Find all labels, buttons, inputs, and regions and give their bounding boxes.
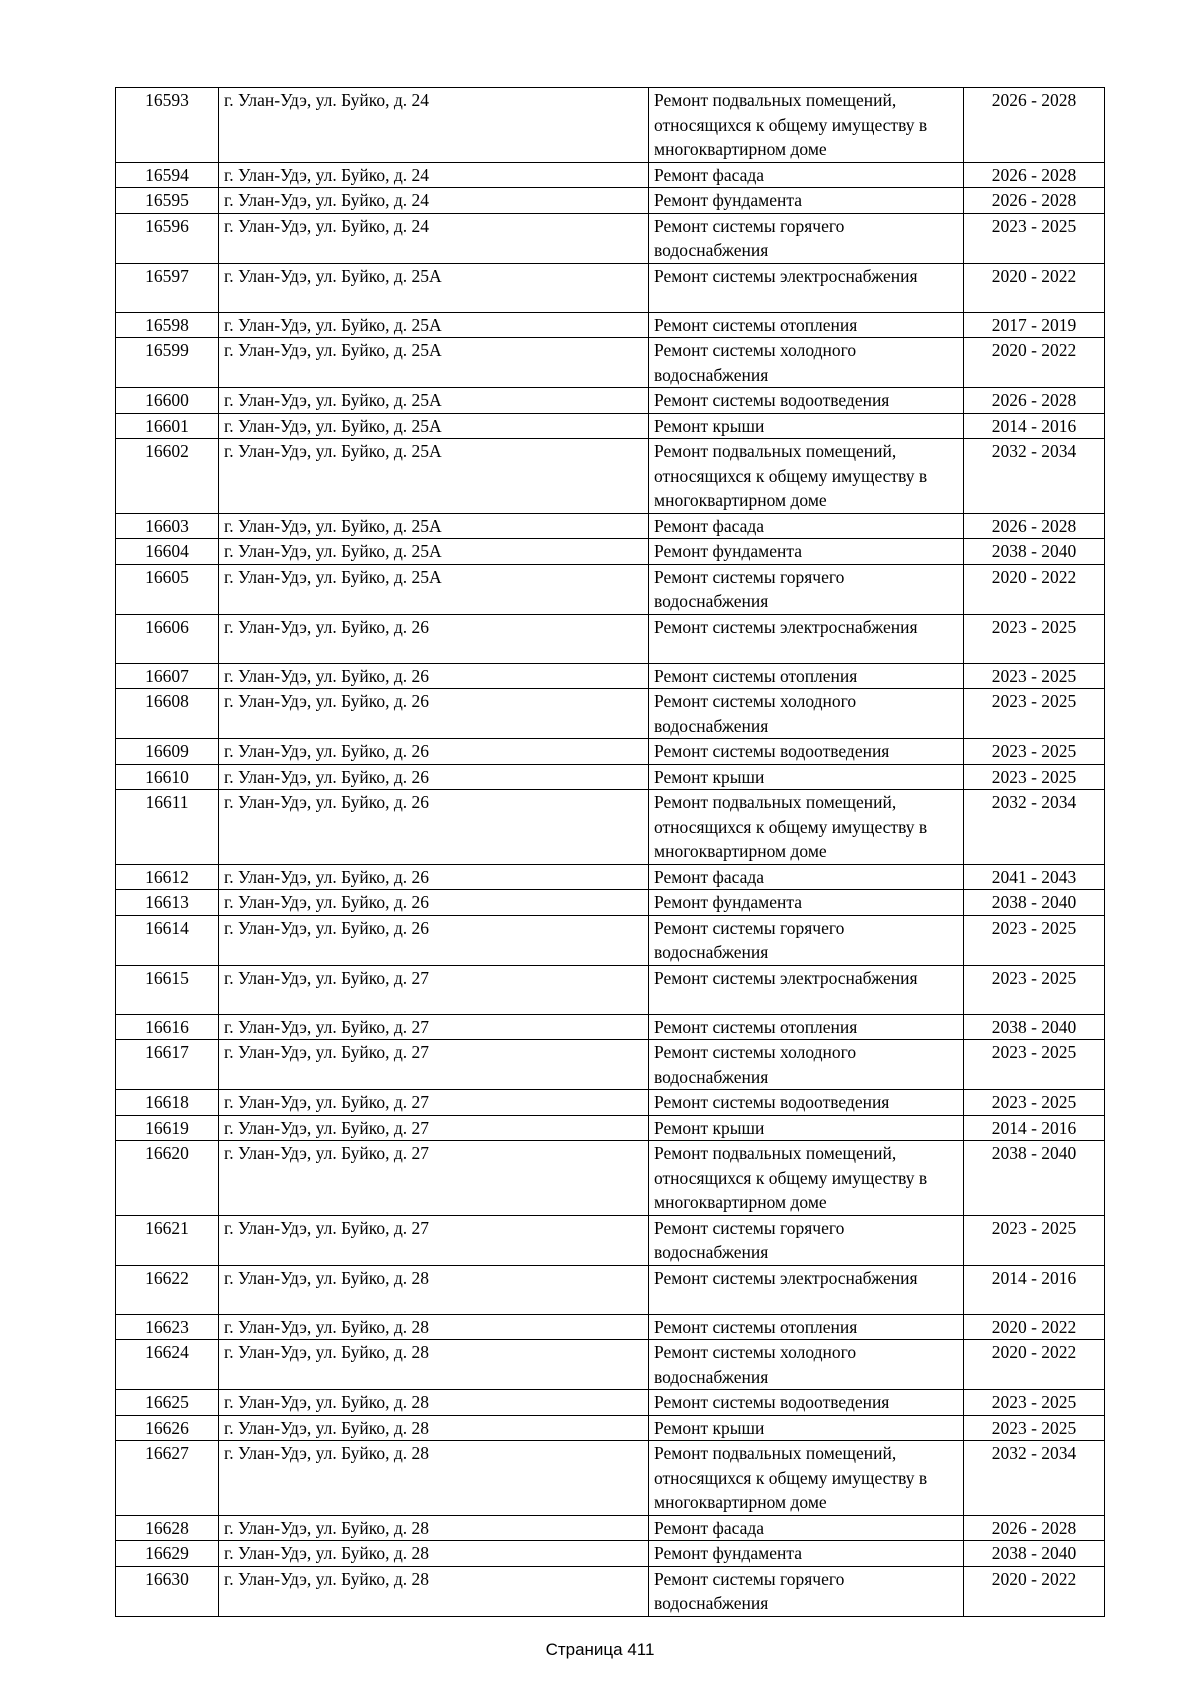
period-cell: 2020 - 2022 [964,1314,1105,1340]
table-row [116,965,1105,1014]
row-number-cell: 16629 [116,1541,219,1567]
row-number-cell: 16607 [116,663,219,689]
row-number-cell: 16630 [116,1566,219,1616]
work-type-cell: Ремонт подвальных помещений, относящихся к общему имуществу в многоквартирном доме [649,1141,964,1216]
table-row [116,1215,1105,1265]
period-cell: 2017 - 2019 [964,312,1105,338]
address-cell: г. Улан-Удэ, ул. Буйко, д. 27 [219,1040,649,1090]
work-type-cell: Ремонт крыши [649,1415,964,1441]
row-number-cell: 16624 [116,1340,219,1390]
address-cell: г. Улан-Удэ, ул. Буйко, д. 27 [219,1215,649,1265]
table-row [116,1141,1105,1216]
address-cell: г. Улан-Удэ, ул. Буйко, д. 28 [219,1566,649,1616]
table-row [116,1115,1105,1141]
row-number-cell: 16626 [116,1415,219,1441]
row-number-cell: 16617 [116,1040,219,1090]
period-cell: 2038 - 2040 [964,1141,1105,1216]
address-cell: г. Улан-Удэ, ул. Буйко, д. 27 [219,1141,649,1216]
address-cell: г. Улан-Удэ, ул. Буйко, д. 27 [219,1014,649,1040]
work-type-cell: Ремонт системы водоотведения [649,1390,964,1416]
table-row [116,88,1105,163]
row-number-cell: 16618 [116,1090,219,1116]
table-row [116,890,1105,916]
table-row [116,1040,1105,1090]
table-row [116,1090,1105,1116]
table-row [116,338,1105,388]
address-cell: г. Улан-Удэ, ул. Буйко, д. 28 [219,1541,649,1567]
address-cell: г. Улан-Удэ, ул. Буйко, д. 28 [219,1265,649,1314]
period-cell: 2023 - 2025 [964,1040,1105,1090]
work-type-cell: Ремонт системы холодного водоснабжения [649,338,964,388]
table-row [116,513,1105,539]
period-cell: 2020 - 2022 [964,564,1105,614]
period-cell: 2026 - 2028 [964,188,1105,214]
table-row [116,439,1105,514]
row-number-cell: 16612 [116,864,219,890]
address-cell: г. Улан-Удэ, ул. Буйко, д. 26 [219,663,649,689]
work-type-cell: Ремонт системы горячего водоснабжения [649,1566,964,1616]
period-cell: 2026 - 2028 [964,88,1105,163]
row-number-cell: 16616 [116,1014,219,1040]
address-cell: г. Улан-Удэ, ул. Буйко, д. 26 [219,915,649,965]
period-cell: 2020 - 2022 [964,1340,1105,1390]
address-cell: г. Улан-Удэ, ул. Буйко, д. 28 [219,1314,649,1340]
work-type-cell: Ремонт подвальных помещений, относящихся к общему имуществу в многоквартирном доме [649,790,964,865]
work-type-cell: Ремонт фасада [649,162,964,188]
row-number-cell: 16603 [116,513,219,539]
work-type-cell: Ремонт системы отопления [649,663,964,689]
address-cell: г. Улан-Удэ, ул. Буйко, д. 28 [219,1441,649,1516]
address-cell: г. Улан-Удэ, ул. Буйко, д. 25А [219,263,649,312]
work-type-cell: Ремонт фундамента [649,890,964,916]
row-number-cell: 16606 [116,614,219,663]
work-type-cell: Ремонт системы электроснабжения [649,965,964,1014]
work-type-cell: Ремонт системы холодного водоснабжения [649,1040,964,1090]
work-type-cell: Ремонт крыши [649,1115,964,1141]
address-cell: г. Улан-Удэ, ул. Буйко, д. 25А [219,338,649,388]
table-row [116,1441,1105,1516]
table-row [116,312,1105,338]
work-type-cell: Ремонт системы отопления [649,1014,964,1040]
table-row [116,564,1105,614]
address-cell: г. Улан-Удэ, ул. Буйко, д. 25А [219,312,649,338]
period-cell: 2032 - 2034 [964,790,1105,865]
row-number-cell: 16604 [116,539,219,565]
period-cell: 2023 - 2025 [964,1390,1105,1416]
table-row [116,188,1105,214]
work-type-cell: Ремонт фасада [649,1515,964,1541]
address-cell: г. Улан-Удэ, ул. Буйко, д. 26 [219,790,649,865]
table-row [116,764,1105,790]
row-number-cell: 16609 [116,739,219,765]
table-row [116,263,1105,312]
work-type-cell: Ремонт фундамента [649,188,964,214]
work-type-cell: Ремонт системы горячего водоснабжения [649,915,964,965]
work-type-cell: Ремонт системы водоотведения [649,1090,964,1116]
table-row [116,162,1105,188]
row-number-cell: 16614 [116,915,219,965]
period-cell: 2023 - 2025 [964,689,1105,739]
work-type-cell: Ремонт системы электроснабжения [649,1265,964,1314]
table-row [116,663,1105,689]
period-cell: 2023 - 2025 [964,614,1105,663]
table-row [116,1515,1105,1541]
table-row [116,739,1105,765]
page-number: Страница 411 [545,1640,655,1659]
row-number-cell: 16594 [116,162,219,188]
address-cell: г. Улан-Удэ, ул. Буйко, д. 25А [219,439,649,514]
work-type-cell: Ремонт фасада [649,864,964,890]
period-cell: 2023 - 2025 [964,663,1105,689]
work-type-cell: Ремонт фундамента [649,539,964,565]
row-number-cell: 16600 [116,388,219,414]
period-cell: 2023 - 2025 [964,1090,1105,1116]
work-type-cell: Ремонт системы водоотведения [649,739,964,765]
period-cell: 2032 - 2034 [964,439,1105,514]
period-cell: 2023 - 2025 [964,764,1105,790]
period-cell: 2014 - 2016 [964,413,1105,439]
work-type-cell: Ремонт системы холодного водоснабжения [649,689,964,739]
work-type-cell: Ремонт подвальных помещений, относящихся к общему имуществу в многоквартирном доме [649,1441,964,1516]
table-row [116,1541,1105,1567]
address-cell: г. Улан-Удэ, ул. Буйко, д. 26 [219,739,649,765]
address-cell: г. Улан-Удэ, ул. Буйко, д. 25А [219,388,649,414]
row-number-cell: 16615 [116,965,219,1014]
table-row [116,915,1105,965]
address-cell: г. Улан-Удэ, ул. Буйко, д. 24 [219,88,649,163]
address-cell: г. Улан-Удэ, ул. Буйко, д. 28 [219,1415,649,1441]
period-cell: 2026 - 2028 [964,1515,1105,1541]
row-number-cell: 16596 [116,213,219,263]
table-row [116,413,1105,439]
row-number-cell: 16605 [116,564,219,614]
row-number-cell: 16601 [116,413,219,439]
table-row [116,1014,1105,1040]
period-cell: 2041 - 2043 [964,864,1105,890]
period-cell: 2023 - 2025 [964,915,1105,965]
work-type-cell: Ремонт системы холодного водоснабжения [649,1340,964,1390]
row-number-cell: 16622 [116,1265,219,1314]
address-cell: г. Улан-Удэ, ул. Буйко, д. 24 [219,213,649,263]
period-cell: 2023 - 2025 [964,213,1105,263]
row-number-cell: 16620 [116,1141,219,1216]
address-cell: г. Улан-Удэ, ул. Буйко, д. 26 [219,764,649,790]
work-type-cell: Ремонт фундамента [649,1541,964,1567]
address-cell: г. Улан-Удэ, ул. Буйко, д. 26 [219,864,649,890]
row-number-cell: 16627 [116,1441,219,1516]
address-cell: г. Улан-Удэ, ул. Буйко, д. 27 [219,965,649,1014]
address-cell: г. Улан-Удэ, ул. Буйко, д. 28 [219,1390,649,1416]
table-row [116,1265,1105,1314]
period-cell: 2038 - 2040 [964,539,1105,565]
period-cell: 2020 - 2022 [964,263,1105,312]
address-cell: г. Улан-Удэ, ул. Буйко, д. 26 [219,614,649,663]
period-cell: 2020 - 2022 [964,1566,1105,1616]
period-cell: 2038 - 2040 [964,890,1105,916]
address-cell: г. Улан-Удэ, ул. Буйко, д. 24 [219,162,649,188]
table-row [116,689,1105,739]
row-number-cell: 16621 [116,1215,219,1265]
work-type-cell: Ремонт системы отопления [649,1314,964,1340]
address-cell: г. Улан-Удэ, ул. Буйко, д. 25А [219,513,649,539]
row-number-cell: 16623 [116,1314,219,1340]
work-type-cell: Ремонт системы горячего водоснабжения [649,1215,964,1265]
period-cell: 2023 - 2025 [964,739,1105,765]
period-cell: 2038 - 2040 [964,1014,1105,1040]
table-row [116,614,1105,663]
work-type-cell: Ремонт системы отопления [649,312,964,338]
address-cell: г. Улан-Удэ, ул. Буйко, д. 27 [219,1090,649,1116]
address-cell: г. Улан-Удэ, ул. Буйко, д. 26 [219,890,649,916]
work-type-cell: Ремонт системы электроснабжения [649,263,964,312]
period-cell: 2023 - 2025 [964,965,1105,1014]
address-cell: г. Улан-Удэ, ул. Буйко, д. 25А [219,539,649,565]
period-cell: 2026 - 2028 [964,513,1105,539]
period-cell: 2038 - 2040 [964,1541,1105,1567]
address-cell: г. Улан-Удэ, ул. Буйко, д. 25А [219,564,649,614]
repair-schedule-table [115,87,1105,1617]
table-row [116,864,1105,890]
table-row [116,1340,1105,1390]
work-type-cell: Ремонт подвальных помещений, относящихся к общему имуществу в многоквартирном доме [649,88,964,163]
work-type-cell: Ремонт крыши [649,413,964,439]
address-cell: г. Улан-Удэ, ул. Буйко, д. 24 [219,188,649,214]
address-cell: г. Улан-Удэ, ул. Буйко, д. 27 [219,1115,649,1141]
work-type-cell: Ремонт системы водоотведения [649,388,964,414]
table-row [116,790,1105,865]
period-cell: 2014 - 2016 [964,1265,1105,1314]
work-type-cell: Ремонт крыши [649,764,964,790]
row-number-cell: 16608 [116,689,219,739]
row-number-cell: 16625 [116,1390,219,1416]
row-number-cell: 16595 [116,188,219,214]
table-row [116,1566,1105,1616]
table-row [116,388,1105,414]
repair-schedule-body [116,88,1105,1617]
address-cell: г. Улан-Удэ, ул. Буйко, д. 28 [219,1340,649,1390]
row-number-cell: 16602 [116,439,219,514]
period-cell: 2020 - 2022 [964,338,1105,388]
period-cell: 2026 - 2028 [964,162,1105,188]
table-row [116,1390,1105,1416]
row-number-cell: 16619 [116,1115,219,1141]
period-cell: 2023 - 2025 [964,1215,1105,1265]
row-number-cell: 16599 [116,338,219,388]
table-row [116,213,1105,263]
row-number-cell: 16598 [116,312,219,338]
table-row [116,539,1105,565]
work-type-cell: Ремонт системы электроснабжения [649,614,964,663]
row-number-cell: 16611 [116,790,219,865]
work-type-cell: Ремонт подвальных помещений, относящихся к общему имуществу в многоквартирном доме [649,439,964,514]
row-number-cell: 16610 [116,764,219,790]
row-number-cell: 16628 [116,1515,219,1541]
address-cell: г. Улан-Удэ, ул. Буйко, д. 28 [219,1515,649,1541]
row-number-cell: 16613 [116,890,219,916]
period-cell: 2023 - 2025 [964,1415,1105,1441]
row-number-cell: 16597 [116,263,219,312]
period-cell: 2014 - 2016 [964,1115,1105,1141]
period-cell: 2026 - 2028 [964,388,1105,414]
address-cell: г. Улан-Удэ, ул. Буйко, д. 26 [219,689,649,739]
row-number-cell: 16593 [116,88,219,163]
work-type-cell: Ремонт системы горячего водоснабжения [649,564,964,614]
work-type-cell: Ремонт системы горячего водоснабжения [649,213,964,263]
work-type-cell: Ремонт фасада [649,513,964,539]
table-row [116,1415,1105,1441]
address-cell: г. Улан-Удэ, ул. Буйко, д. 25А [219,413,649,439]
table-row [116,1314,1105,1340]
period-cell: 2032 - 2034 [964,1441,1105,1516]
